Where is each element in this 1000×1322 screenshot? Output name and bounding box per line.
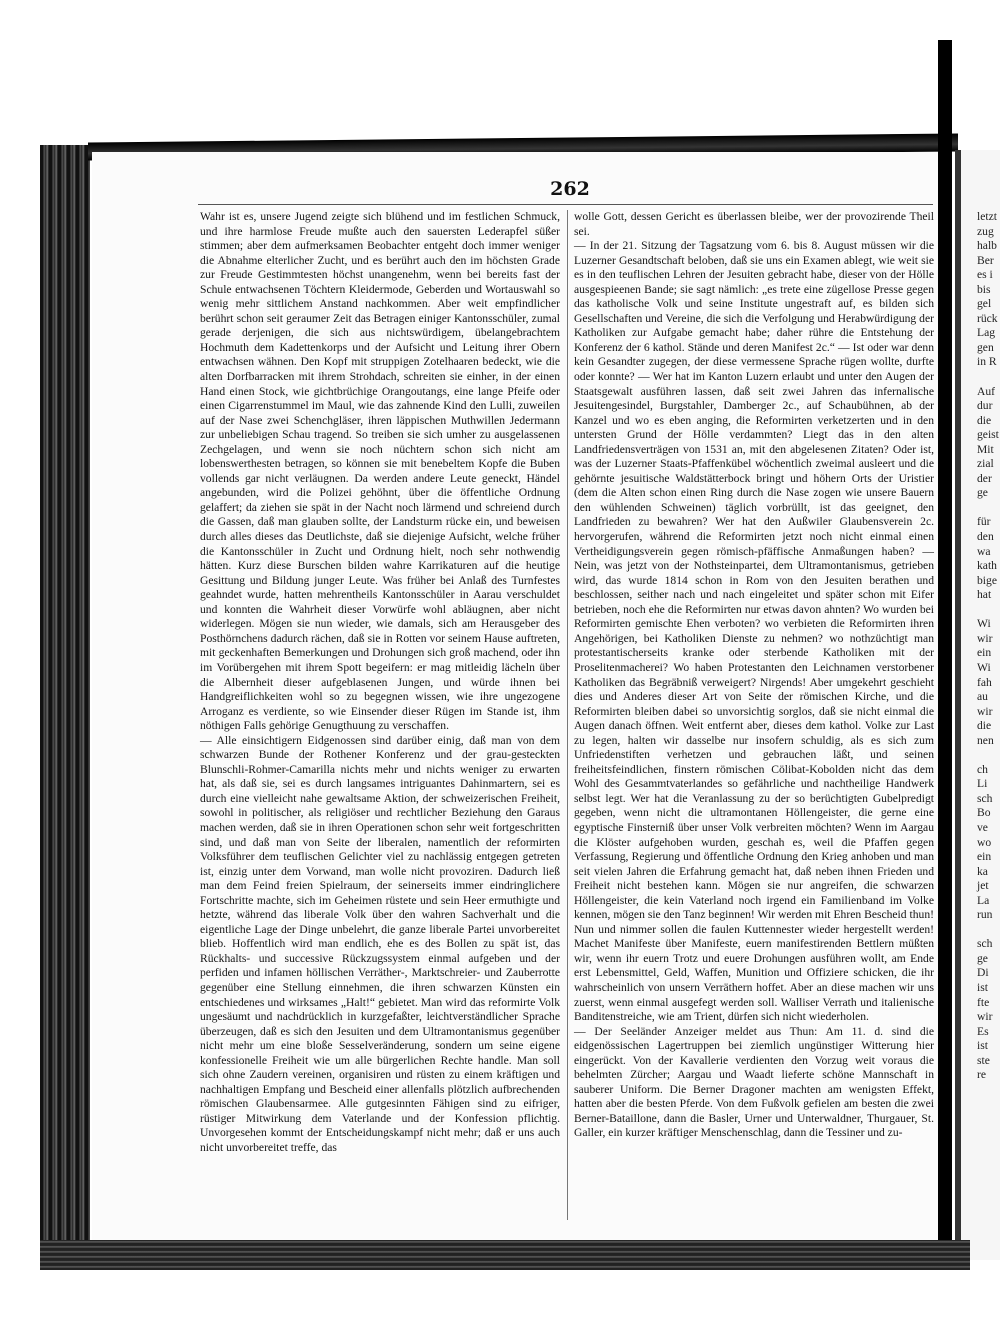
facing-page-line: letzt	[977, 210, 997, 223]
facing-page-line: wo	[977, 835, 992, 849]
facing-page-line: Li	[977, 777, 988, 791]
facing-page-line: Mit	[977, 442, 994, 456]
facing-page-line: Ber	[977, 253, 994, 267]
facing-page-line: sch	[977, 937, 993, 951]
facing-page-line: La	[977, 893, 990, 907]
facing-page-line: halb	[977, 239, 997, 253]
facing-page-line: zug	[977, 224, 994, 238]
facing-page-text	[961, 210, 999, 1083]
facing-page-line: rück	[977, 311, 998, 325]
facing-page-line: wir	[977, 704, 993, 718]
facing-page-line	[961, 370, 999, 385]
facing-page-line: den	[977, 530, 994, 544]
page-number: 262	[550, 178, 590, 200]
facing-page-line: sch	[977, 791, 993, 805]
facing-page-line: es i	[977, 268, 993, 282]
paragraph: — In der 21. Sitzung der Tagsatzung vom 6. bis 8. August müssen wir die Luzerner Gesandtschaft beloben, daß sie uns ein Examen ablegt, wie weit sie es in den teuflischen Lehren der Jesuiten gebracht habe, dieser von der Hölle ausgespieenen Bande; sie sagt nämlich: „es trete eine zügellose Presse gegen das katholische Volk und seine Institute ungestraft auf, es bilden sich Gesellschaften und Vereine, die sich die Verfolgung und Herabwürdigung der Katholiken zur Aufgabe gemacht habe; daher rühre die Entstehung der Konferenz der 6 kathol. Stände und deren Manifest 2c.“ — Ist oder war denn kein Gesandter zugegen, der diese vermessene Sprache rügen wollte, durfte oder konnte? — Wer hat im Kanton Luzern erlaubt und unter den Augen der Staatsgewalt ausführen lassen, daß seit zwei Jahren das infernalische Jesuitengesindel, Burgstahler, Damberger 2c., auf Schaubühnen, ab der Kanzel und wo es eben anging, die Reformirten verketzerten und in den untersten Grund der Hölle verdammten? Liegt das in den alten Landfriedensverträgen von 1531 an, mit den abgelesenen Zitaten? Oder ist, was der Luzerner Staats-Pfaffenkübel wöchentlich zweimal ausleert und die gehörnte jesuitische Waldstätterbock bringt und höhern Orts der Uristier (dem die Alten schon einen Ring durch die Nase zogen wie unsere Bauern den wühlenden Schweinen) täglich vorbrüllt, ist das geeignet, den Landfrieden zu bewahren? Wer hat den Außwiler Glaubensverein 2c. hervorgerufen, während die Reformirten jetzt noch nicht einmal einen Vertheidigungsverein gegen römisch-pfäffische Anmaßungen haben? — Nein, was jetzt von der Nothsteinpartei, dem Ultramontanismus, getrieben wird, das wurde 1814 schon in Rom von den Jesuiten berathen und beschlossen, seither nach und nach eingeleitet und später schon mit Eifer betrieben, noch ehe die Reformirten nur etwas davon ahnten? Wo wurden bei Reformirten gemischte Ehen verboten? wo verbieten die Reformirten ihren Angehörigen, bei Katholiken Dienste zu nehmen? wo nothzüchtigt man protestantischerseits kranke oder sterbende Katholiken mit der Proselitenmacherei? Wo haben Protestanten den Leichnamen verstorbener Katholiken das Begräbniß verweigert? Nirgends! Aber umgekehrt geschieht dies und Anderes dieser Art von Seite der römischen Kirche, und die Reformirten bleiben dabei so unvorsichtig sorglos, daß sie nicht einmal die Augen danach öffnen. Weit entfernt aber, dieses dem kathol. Volke zur Last zu legen, halten wir dasselbe nur insofern schuldig, als es sich zum Unfriedenstiften verhetzen und gebrauchen läßt, und seinen freiheitsfeindlichen, finstern römischen Cölibat-Kobolden nicht das dem Wohl des Gesammtvaterlandes so gefährliche und nachtheilige Handwerk selbst legt. Wer hat die Veranlassung zu der so berüchtigten Gubelpredigt gegeben, wenn nicht die ultramontanen Höllengeister, die gerne eine egyptische Finsterniß über unser Volk verbreiten möchten? Wenn im Aargau die Klöster aufgehoben wurden, geschah es, weil die Pfaffen gegen Verfassung, Regierung und öffentliche Ordnung den Krieg anhoben und man seit vielen Jahren die Erfahrung gemacht hat, daß neben ihnen Frieden und Freiheit nicht bestehen kann. Mögen sie nur angreifen, die schwarzen Höllengeister, die kein Vaterland noch irgend ein Familienband im Volke kennen, mögen sie den Tanz beginnen! Wir werden mit Ehren Bescheid thun! Nun und nimmer sollen die faulen Kuttennester wieder hergestellt werden! Machet Manifeste über Manifeste, euern manifestirenden Bettlern müßten wir, wenn ihr euern Trotz und euere Drohungen ausführen wollt, am Ende erst Lebensmittel, Geld, Waffen, Munition und Offiziere schicken, die ihr wahrscheinlich von unsern Verräthern hoffet. Aber an diese machen wir uns zuerst, wenn einmal ausgefegt werden soll. Walliser Verrath und italienische Banditenstreiche, wie am Trient, dürfen sich nicht wiederholen.	[574, 239, 934, 1024]
facing-page-line: ch	[977, 762, 988, 776]
facing-page-line: wir	[977, 631, 993, 645]
facing-page-line: gel	[977, 297, 992, 311]
book-page-edges-left	[40, 145, 90, 1270]
facing-page-line: der	[977, 471, 992, 485]
paragraph: — Alle einsichtigern Eidgenossen sind darüber einig, daß man von dem schwarzen Bunde der Rothener Konferenz und der grau-gesteckten Blunschli-Rohmer-Camarilla nichts mehr und nichts weniger zu erwarten hat, als daß sie, sei es durch langsames intriguantes Dahinmartern, sei es durch eine vielleicht nahe gewaltsame Aktion, der schweizerischen Freiheit, sowohl in politischer, als religiöser und rechtlicher Beziehung den Garaus machen werden, daß sie in ihren Operationen schon sehr weit fortgeschritten sind, und daß man von Seite der liberalen, namentlich der reformirten Volksführer dem teuflischen Gelichter viel zu nachlässig entgegen getreten ist, einzig unter dem Vorwand, man wolle nicht provoziren. Dadurch ließ man dem Feind freien Spielraum, der seinerseits immer eindringlichere Fortschritte machte, sich im Geheimen rüstete und sein Heer ermuthigte und hetzte, während das liberale Volk über den wahren Sachverhalt und die eigentliche Lage der Dinge unbelehrt, die ganze liberale Partei unvorbereitet blieb. Hoffentlich wird man endlich, ehe es des Bollen zu spät ist, das Rückhalts- und successive Rückzugssystem einmal aufgeben und der perfiden und infamen höllischen Verräther-, Marktschreier- und Zauberrotte gegenüber eine Stellung einnehmen, die ihren schwarzen Künsten ein entschiedenes und wirksames „Halt!“ gebietet. Man wird das reformirte Volk ungesäumt und nachdrücklich in kurzgefaßter, leichtverständlicher Sprache überzeugen, daß es sich den Jesuiten und dem Ultramontanismus gegenüber nicht mehr um eine bloße Sesselveränderung, sondern um seine eigene konfessionelle Freiheit wie um alle bürgerlichen Rechte handle. Man soll sich ohne Zaudern vereinen, organisiren und rüsten zu einem kräftigen und nachhaltigen Empfang und Bescheid einer allenfalls plötzlich aufbrechenden römischen Glaubensarmee. Alle gutgesinnten Fähigen sind zu eifriger, rüstiger Mitwirkung dem Vaterlande und der Konfession pflichtig. Unvorgesehen kommt der Entscheidungskampf nicht mehr; daß er uns auch nicht unvorbereitet treffe, das	[200, 733, 560, 1154]
paragraph: — Der Seeländer Anzeiger meldet aus Thun: Am 11. d. sind die eidgenössischen Lagertruppen bei ziemlich ungünstiger Witterung hier eingerückt. Von der Kavallerie verdienten den Vorzug weit voraus die behelmten Zürcher; Aargau und Waadt lieferte schöne Mannschaft in sauberer Uniform. Die Berner Dragoner machten am wenigsten Effekt, hatten aber die besten Pferde. Von dem Fußvolk gefielen am besten die zwei Berner-Bataillone, dann die Basler, Urner und Unterwaldner, Thurgauer, St. Galler, ein kurzer kräftiger Menschenschlag, dann die Tessiner und zu-	[574, 1024, 934, 1140]
facing-page-line: dur	[977, 399, 993, 413]
facing-page-line: ka	[977, 864, 988, 878]
facing-page-line: geist	[977, 428, 999, 442]
facing-page-line: ein	[977, 646, 992, 660]
facing-page-line: fte	[977, 995, 990, 1009]
facing-page-line: ein	[977, 850, 992, 864]
scan-background	[0, 0, 1000, 140]
facing-page-line: in R	[977, 355, 997, 369]
facing-page-line: zial	[977, 457, 994, 471]
facing-page-line: wa	[977, 544, 991, 558]
facing-page-line: ge	[977, 486, 988, 500]
facing-page-fragment	[961, 150, 1000, 1260]
book-page-edges-bottom	[40, 1240, 970, 1270]
facing-page-line: re	[977, 1068, 987, 1082]
facing-page-line: kath	[977, 559, 997, 573]
facing-page-line: Bo	[977, 806, 991, 820]
facing-page-line: jet	[977, 879, 989, 893]
facing-page-line	[961, 748, 999, 763]
right-column	[574, 210, 934, 1141]
facing-page-line: Wi	[977, 617, 991, 631]
facing-page-line: Auf	[977, 384, 996, 398]
facing-page-line: ve	[977, 820, 988, 834]
facing-page-line: die	[977, 719, 992, 733]
facing-page-line: ist	[977, 1039, 988, 1053]
facing-page-line	[961, 501, 999, 516]
facing-page-line: ste	[977, 1053, 990, 1067]
facing-page-line: run	[977, 908, 993, 922]
facing-page-line: Wi	[977, 660, 991, 674]
facing-page-line: wir	[977, 1010, 993, 1024]
header-rule	[198, 204, 933, 205]
facing-page-line	[961, 603, 999, 618]
facing-page-line: bige	[977, 573, 997, 587]
facing-page-line: gen	[977, 340, 994, 354]
facing-page-line: fah	[977, 675, 992, 689]
facing-page-line: bis	[977, 282, 991, 296]
paragraph: Wahr ist es, unsere Jugend zeigte sich blühend und im festlichen Schmuck, und ihre harmlose Freude mußte auch den sauersten Lederapfel süßer stimmen; aber dem aufmerksamen Beobachter entgeht doch immer weniger die Abnahme elterlicher Zucht, und es berührt auch den im höchsten Grade zur Freude Gestimmtesten höchst unangenehm, wenn bei bereits fast der Schule entwachsenen Töchtern Kleidermode, Geberden und Wortauswahl so wenig mehr sittlichem Anstand nachkommen. Aber weit empfindlicher berührt schon seit geraumer Zeit das Betragen einiger Kantonsschüler, zumal gerade derjenigen, die sich aus nichtswürdigem, übelangebrachtem Hochmuth dem Kadettenkorps und der Aufsicht und Leitung ihrer Obern entwachsen wähnen. Den Kopf mit struppigen Zotelhaaren bedeckt, wie die alten Dorfbarracken mit ihrem Strohdach, schreiten sie einher, in der einen Hand einen Stock, wie gichtbrüchige Orangoutangs, eine lange Pfeife oder einen Cigarrenstummel im Maul, wie das zahnende Kind den Lulli, zuweilen auf der Nase zwei Schenchgläser, ihren läppischen Muthwillen Jedermann zur unbeliebigen Schau tragend. So treiben sie sich umher zu ausgelassenen Zechgelagen, und wenn sie noch nüchtern schon sich nicht am lobenswerthesten betragen, so können sie mit benebeltem Kopfe die Buben vollends gar nicht verläugnen. Da werden andere Leute geneckt, Händel angebunden, wird die Polizei gehöhnt, über die öffentliche Ordnung gelaffert; da ziehen sie spät in der Nacht noch lärmend und schreiend durch die Gassen, daß man glauben sollte, der Landsturm rücke ein, und beweisen durch alles dieses das Deutlichste, daß sie diejenige Aufsicht, welche früher die Kantonsschüler in Zucht und Ordnung hielt, noch sehr nothwendig hätten. Kurz diese Burschen bilden wahre Karrikaturen auf die heutige Gesittung und Bildung junger Leute. Was früher bei Anlaß des Turnfestes geahndet wurde, hatten mehrentheils Kantonsschüler in Aarau verschuldet und konnten die Wahrheit dieser Vorwürfe wohl abläugnen, aber nicht widerlegen. Mögen sie nun wieder, wie damals, sich am Herausgeber des Posthörnchens dadurch rächen, daß sie in Rotten vor seinem Hause auftreten, mit geckenhaften Bemerkungen und Drohungen sich groß machend, oder ihn im Vorübergehen mit ihrem Spott begeifern: er mag mitleidig lächeln über die Albernheit dieser aufgeblasenen Jungen, und würde ihnen bei Handgreiflichkeiten wohl so zu begegnen wissen, wie ihre ungezogene Arroganz es verdiente, so wie Einsender dieser Rügen im Stande ist, ihm nöthigen Falls gehörige Genugthuung zu verschaffen.	[200, 210, 560, 733]
facing-page-line: Es	[977, 1024, 989, 1038]
facing-page-line: für	[977, 515, 991, 529]
facing-page-line: Lag	[977, 326, 996, 340]
facing-page-line: au	[977, 690, 988, 704]
facing-page-line	[961, 923, 999, 938]
paragraph: wolle Gott, dessen Gericht es überlassen bleibe, wer der provozirende Theil sei.	[574, 210, 934, 238]
facing-page-line: die	[977, 413, 992, 427]
facing-page-line: ist	[977, 980, 988, 994]
scan-shadow-bar	[938, 40, 952, 1240]
facing-page-line: hat	[977, 588, 992, 602]
facing-page-line: nen	[977, 733, 994, 747]
facing-page-line: ge	[977, 951, 988, 965]
facing-page-line: Di	[977, 966, 989, 980]
left-column	[200, 210, 560, 1156]
column-divider	[567, 210, 568, 1220]
